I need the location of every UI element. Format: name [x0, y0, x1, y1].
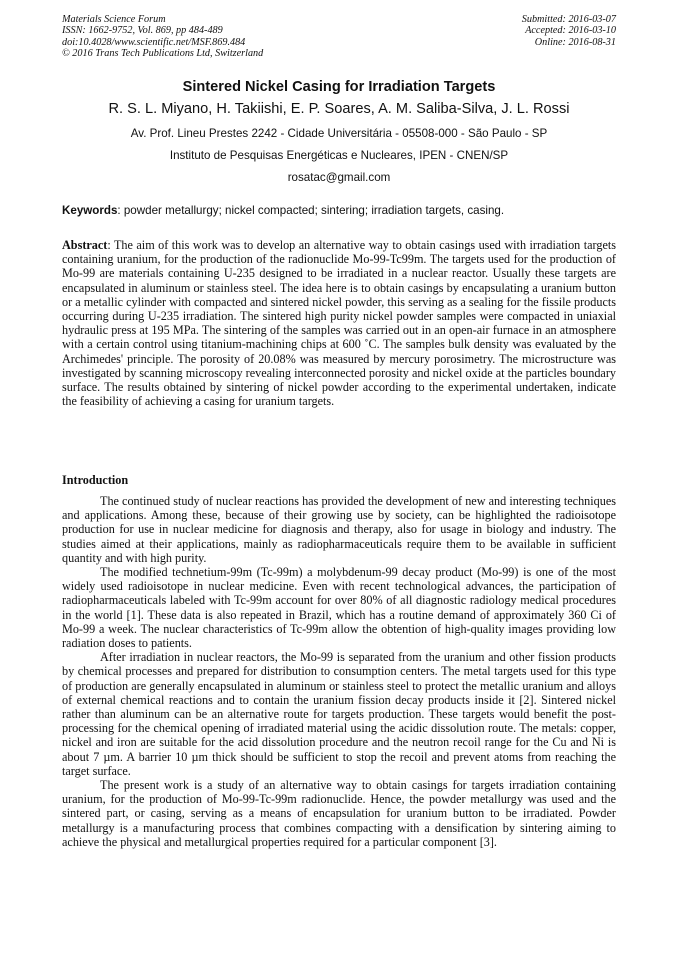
introduction-body: [62, 494, 616, 849]
intro-paragraph-1: The continued study of nuclear reactions has provided the development of new and interesting techniques and applications. Among these, because of their growing use by society, can be highlighted the radioisotope production for use in nuclear medicine for diagnosis and therapy, also for usage in biology and industry. The studies aimed at their applications, mainly as radiopharmaceuticals require them to be available in sufficient quantity and with high purity.: [62, 494, 616, 565]
paper-title: Sintered Nickel Casing for Irradiation Targets: [182, 79, 496, 95]
keywords-text: : powder metallurgy; nickel compacted; sintering; irradiation targets, casing.: [117, 204, 505, 217]
copyright-line: © 2016 Trans Tech Publications Ltd, Switzerland: [62, 48, 264, 60]
abstract: [62, 238, 616, 408]
author-email: rosatac@gmail.com: [287, 171, 391, 184]
accepted-date: Accepted: 2016-03-10: [525, 25, 616, 37]
journal-name: Materials Science Forum: [62, 14, 166, 25]
intro-paragraph-3: After irradiation in nuclear reactors, the Mo-99 is separated from the uranium and other fission products by chemical processes and prepared for distribution to consumption centers. The metal targets used for this type of production are generally encapsulated in aluminum or stainless steel to protect the metallic uranium and alloys of external chemical reactions and to contain the uranium fission decay products inside it [2]. Sintered nickel rather than aluminum can be an alternative route for targets production. These targets would benefit the post-processing for the chemical opening of irradiated material using the acidic dissolution route. The metals: copper, nickel and iron are suitable for the acid dissolution procedure and the neutron recoil range for the Cu and Ni is about 7 µm. A barrier 10 µm thick should be sufficient to stop the recoil and prevent atoms from reaching the target surface.: [62, 650, 616, 778]
journal-header: [62, 14, 616, 60]
author-list: R. S. L. Miyano, H. Takiishi, E. P. Soares, A. M. Saliba-Silva, J. L. Rossi: [108, 101, 570, 117]
keywords: [62, 204, 616, 217]
affiliation-address: Av. Prof. Lineu Prestes 2242 - Cidade Universitária - 05508-000 - São Paulo - SP: [130, 127, 548, 140]
introduction-heading: Introduction: [62, 473, 129, 487]
intro-paragraph-2: The modified technetium-99m (Tc-99m) a molybdenum-99 decay product (Mo-99) is one of the most widely used radioisotope in nuclear medicine. Even with recent technological advances, the participation of radiopharmaceuticals labeled with Tc-99m account for over 80% of all diagnostic radiology medical procedures in the world [1]. These data is also repeated in Brazil, which has a routine demand of approximately 360 Ci of Mo-99 a week. The nuclear characteristics of Tc-99m allow the obtention of high-quality images providing low radiation doses to patients.: [62, 565, 616, 651]
issn-line: ISSN: 1662-9752, Vol. 869, pp 484-489: [62, 25, 223, 37]
keywords-label: Keywords: [62, 204, 118, 217]
online-date: Online: 2016-08-31: [534, 36, 616, 48]
abstract-text: : The aim of this work was to develop an alternative way to obtain casings used with irradiation targets containing uranium, for the production of the radionuclide Mo-99-Tc99m. The targets used for the production of Mo-99 are materials containing U-235 designed to be irradiated in a nuclear reactor. Usually these targets are encapsulated in aluminum or stainless steel. The idea here is to obtain casings by encapsulating a uranium button or a metallic cylinder with compacted and sintered nickel powder, this serving as a sealing for the fissile products occurring during U-235 irradiation. The sintered high purity nickel powder samples were compacted in uniaxial hydraulic press at 195 MPa. The sintering of the samples was carried out in an open-air furnace in an atmosphere with a certain control using titanium-machining chips at 600 ˚C. The samples bulk density was evaluated by the Archimedes' principle. The porosity of 20.08% was measured by mercury porosimetry. The microstructure was investigated by scanning microscopy revealing interconnected porosity and nickel oxide at the particles boundary surface. The results obtained by sintering of nickel powder according to the experimental undertaken, indicate the feasibility of achieving a casing for uranium targets.: [62, 238, 616, 409]
abstract-label: Abstract: [62, 238, 108, 252]
submitted-date: Submitted: 2016-03-07: [521, 14, 616, 25]
intro-paragraph-4: The present work is a study of an alternative way to obtain casings for targets irradiation containing uranium, for the production of Mo-99-Tc-99m radionuclide. Hence, the powder metallurgy was used and the sintered part, or casing, serving as a means of encapsulation for uranium button to be irradiated. Powder metallurgy is a manufacturing process that combines compacting with a densification by sintering aiming to achieve the physical and metallurgical properties required for a particular component [3].: [62, 778, 616, 849]
affiliation-institute: Instituto de Pesquisas Energéticas e Nucleares, IPEN - CNEN/SP: [169, 149, 509, 162]
doi-line: doi:10.4028/www.scientific.net/MSF.869.484: [62, 36, 246, 48]
journal-info: [62, 14, 263, 60]
submission-dates: [522, 14, 616, 48]
